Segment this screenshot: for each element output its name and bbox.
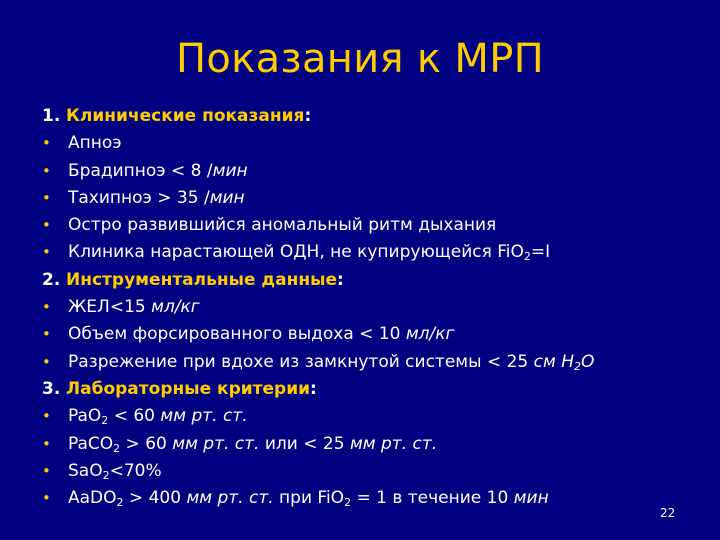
list-item: • SaO$_2$<70% [42,458,702,485]
section-title: Лабораторные критерии [66,378,311,399]
section-number: 1. [42,106,61,126]
bullet-icon: • [42,161,51,180]
bullet-icon: • [42,407,51,426]
bullet-icon: • [42,298,51,317]
list-item: • Тахипноэ > 35 /мин [42,185,702,212]
list-item: • Объем форсированного выдоха < 10 мл/кг [42,321,702,348]
bullet-icon: • [42,325,51,344]
section-title: Клинические показания [66,106,305,126]
bullet-icon: • [42,434,51,453]
slide-content [42,103,702,512]
bullet-icon: • [42,216,51,235]
list-item: • Разрежение при вдохе из замкнутой системы < 25 см $H_2O$ [42,349,702,376]
list-item: • Брадипноэ < 8 /мин [42,158,702,185]
bullet-icon: • [42,188,51,207]
bullet-icon: • [42,461,51,480]
list-item: • Клиника нарастающей ОДН, не купирующейся FiO$_2$=I [42,239,702,266]
list-item: • PaCO$_2$ > 60 мм рт. ст. или < 25 мм рт. ст. [42,431,702,458]
bullet-icon: • [42,489,51,508]
section-heading-instrumental: 2. Инструментальные данные: [42,267,702,294]
list-item: • Остро развившийся аномальный ритм дыхания [42,212,702,239]
section-number: 2. [42,269,61,290]
list-item: • ЖЕЛ<15 мл/кг [42,294,702,321]
bullet-icon: • [42,134,51,153]
list-item: • PaO$_2$ < 60 мм рт. ст. [42,403,702,430]
section-title: Инструментальные данные [66,269,338,290]
section-heading-clinical: 1. Клинические показания: [42,103,702,130]
bullet-icon: • [42,352,51,371]
section-number: 3. [42,378,61,399]
bullet-icon: • [42,243,51,262]
list-item: • Апноэ [42,130,702,157]
list-item: • AaDO$_2$ > 400 мм рт. ст. при FiO$_2$ = 1 в течение 10 мин [42,485,702,512]
slide-title: Показания к МРП [175,36,544,82]
page-number: 22 [660,506,676,520]
section-heading-laboratory: 3. Лабораторные критерии: [42,376,702,403]
